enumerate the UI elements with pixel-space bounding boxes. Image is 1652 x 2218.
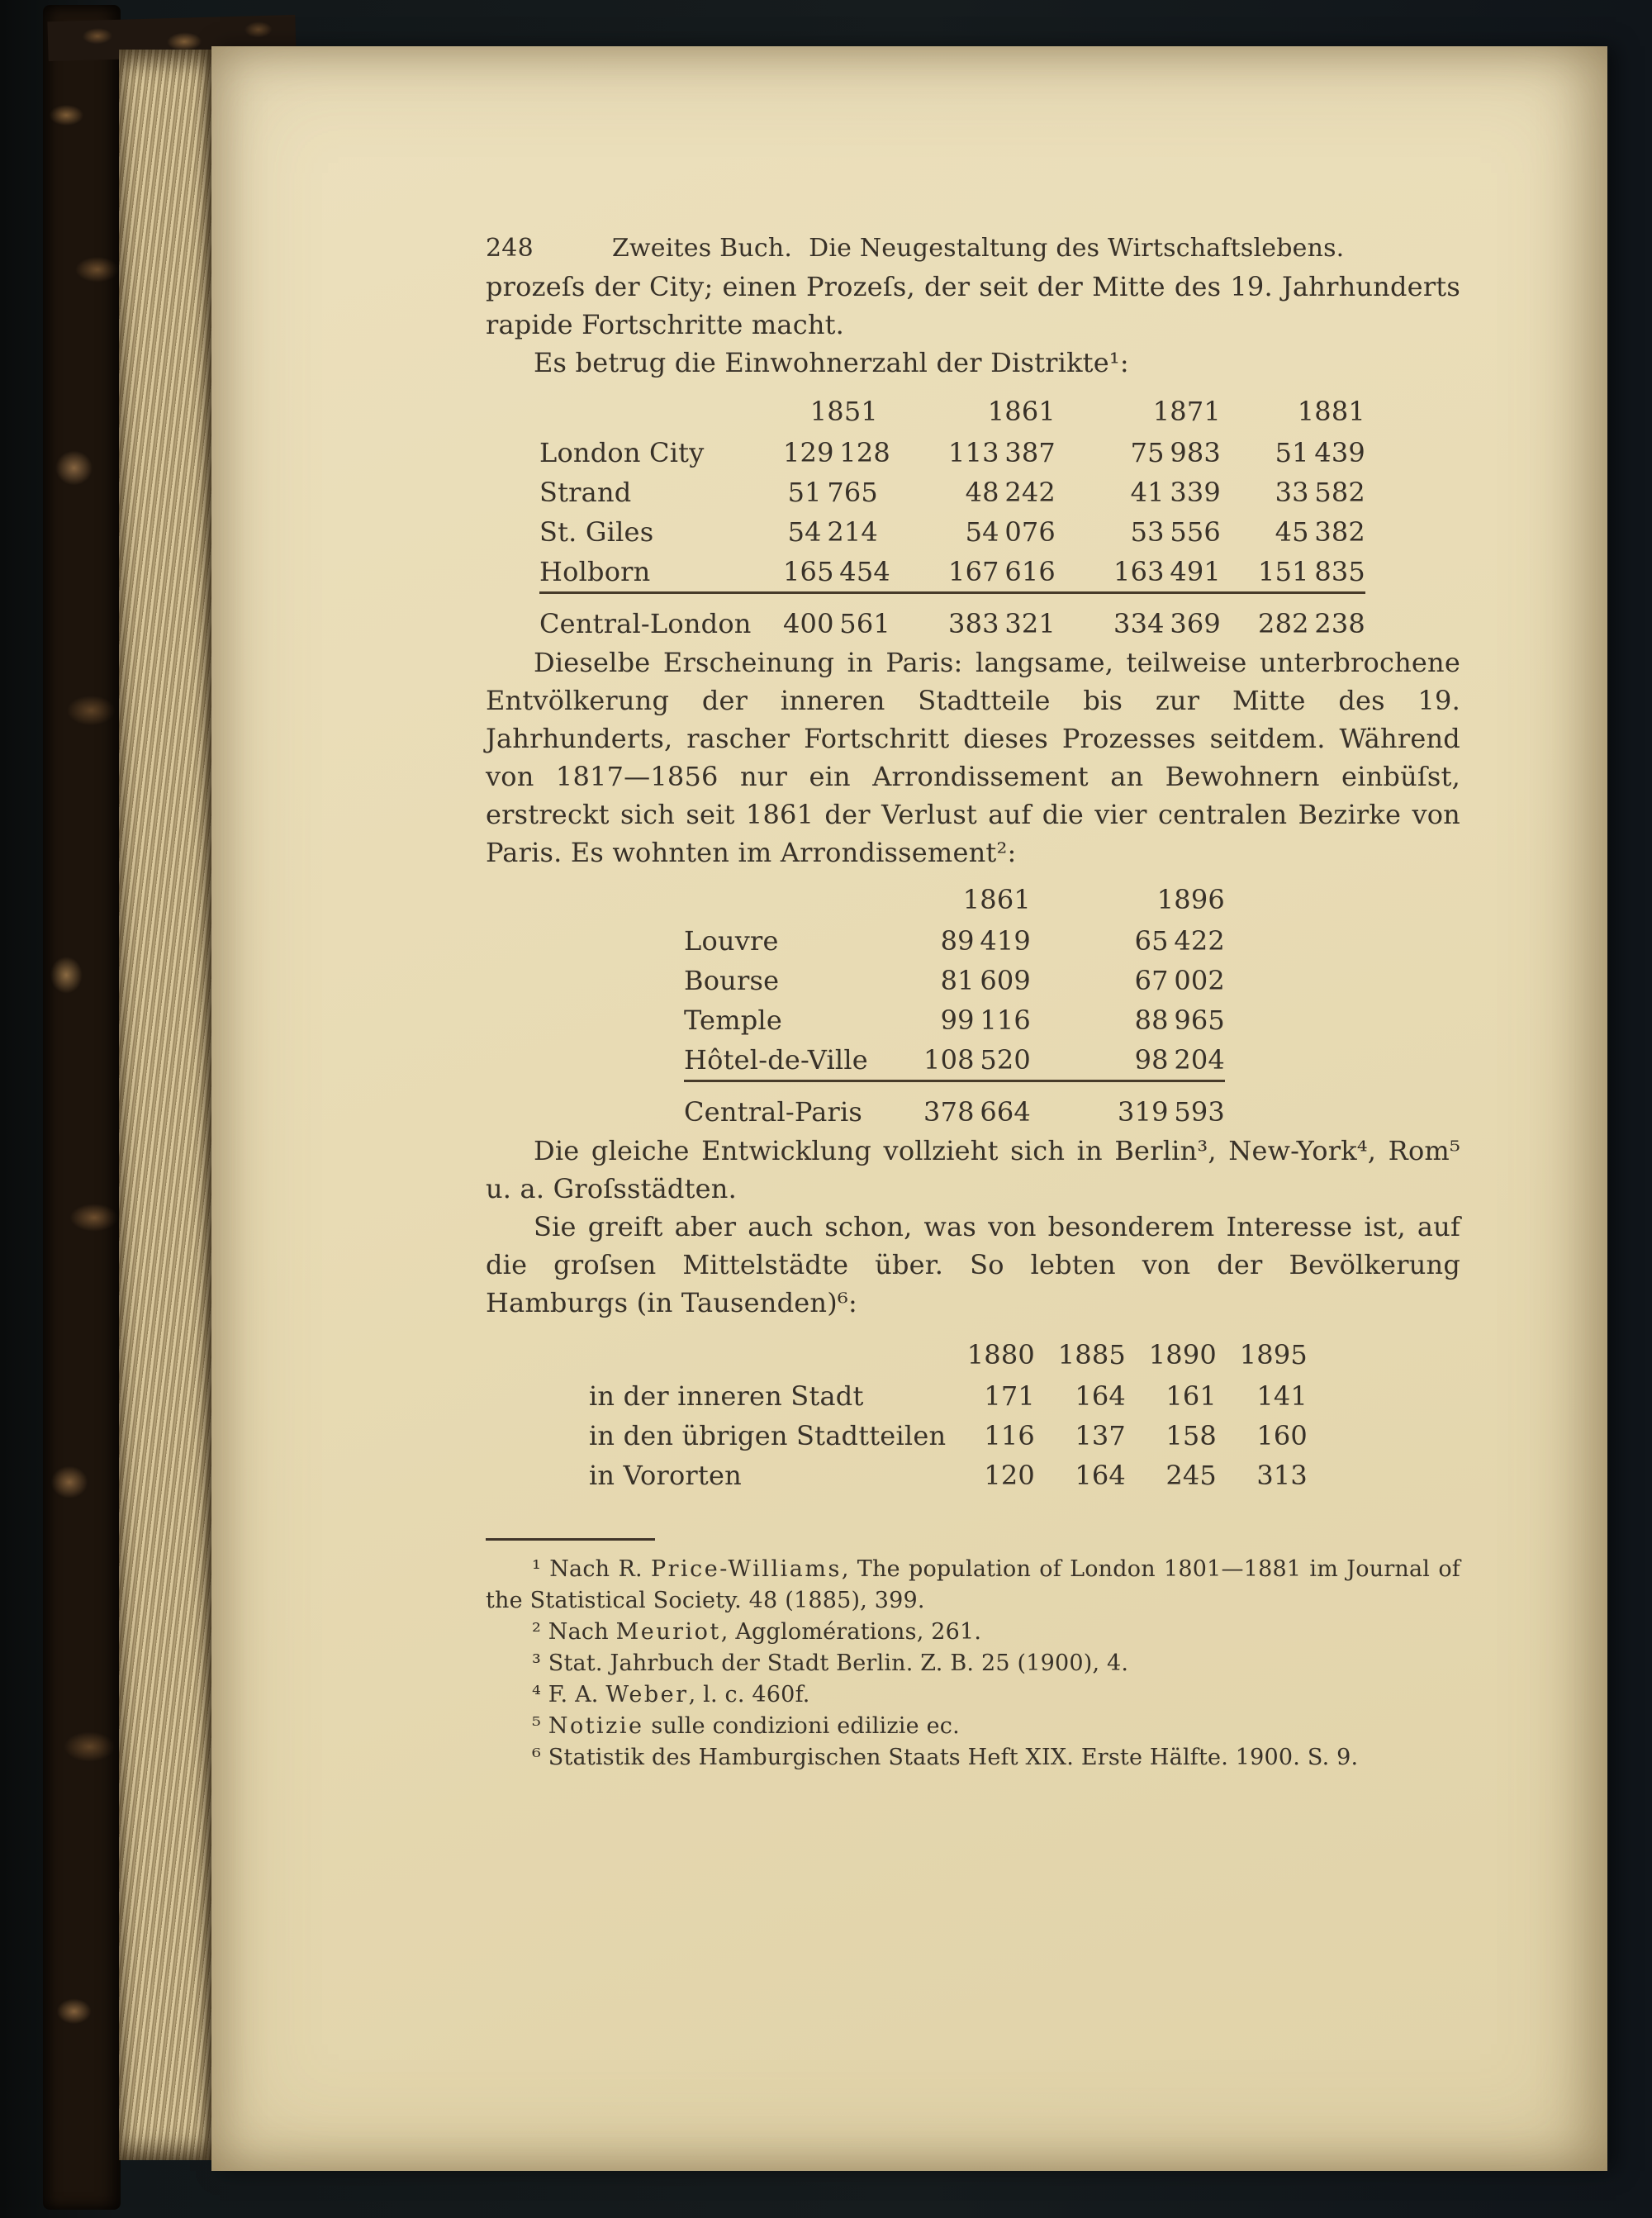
table-hamburg-population [589, 1335, 1308, 1495]
footnote-author: Meuriot [615, 1619, 721, 1645]
year-header: 1861 [962, 884, 1031, 915]
table-row [684, 921, 1225, 961]
year-header: 1890 [1148, 1339, 1217, 1370]
cell: 89 419 [940, 925, 1031, 957]
footnote-text: , The population of London 1801—1881 im Journal of the Statistical Society. 48 (1885), 399. [486, 1556, 1460, 1613]
cell: 51 765 [787, 477, 878, 508]
table-row [589, 1376, 1308, 1416]
paragraph-mittelstaedte: Sie greift aber auch schon, was von besonderem Interesse ist, auf die groſsen Mittelstädte über. So lebten von der Bevölkerung Hamburgs (in Tausenden)⁶: [486, 1211, 1460, 1318]
page-number: 248 [486, 234, 534, 263]
year-header: 1880 [966, 1339, 1035, 1370]
row-label: St. Giles [539, 516, 654, 548]
footnote-author: Weber [605, 1682, 689, 1707]
table-row [539, 433, 1365, 473]
table-row [684, 961, 1225, 1000]
footnote-text: ² Nach [532, 1619, 616, 1645]
cell: 67 002 [1134, 965, 1225, 996]
cell: 54 076 [965, 516, 1056, 548]
year-header: 1896 [1156, 884, 1225, 915]
row-label: Temple [684, 1005, 782, 1036]
paragraph-city-process: prozeſs der City; einen Prozeſs, der seit der Mitte des 19. Jahrhunderts rapide Fortschritte macht. [486, 271, 1460, 340]
cell: 48 242 [965, 477, 1056, 508]
cell: 167 616 [948, 556, 1056, 587]
footnote-text: ⁴ F. A. [532, 1682, 606, 1707]
cell: 245 [1165, 1460, 1217, 1491]
cell: 141 [1256, 1380, 1308, 1412]
cell: 41 339 [1130, 477, 1221, 508]
year-header: 1851 [809, 396, 878, 427]
paragraph-table-intro-london: Es betrug die Einwohnerzahl der Distrikte¹: [534, 347, 1129, 378]
footnote-author: Price-Williams [650, 1556, 842, 1582]
empty-cell [539, 392, 783, 433]
table-row [539, 473, 1365, 512]
row-label: in Vororten [589, 1460, 742, 1491]
footnote-6: ⁶ Statistik des Hamburgischen Staats Heft XIX. Erste Hälfte. 1900. S. 9. [532, 1745, 1359, 1770]
cell: 164 [1075, 1460, 1126, 1491]
cell: 129 128 [783, 437, 890, 468]
page-content [486, 46, 1460, 1774]
page-edge-stack [119, 50, 213, 2160]
paragraph-berlin-newyork: Die gleiche Entwicklung vollzieht sich in Berlin³, New-York⁴, Rom⁵ u. a. Groſsstädten. [486, 1135, 1460, 1204]
total-cell: 334 369 [1056, 593, 1221, 644]
table-london-districts [539, 392, 1365, 644]
year-header: 1885 [1057, 1339, 1126, 1370]
row-label: Strand [539, 477, 632, 508]
table-row [539, 512, 1365, 552]
row-label: Bourse [684, 965, 780, 996]
cell: 99 116 [940, 1005, 1031, 1036]
year-header: 1881 [1297, 396, 1365, 427]
cell: 116 [984, 1420, 1035, 1451]
table-row [589, 1456, 1308, 1495]
footnotes-section [486, 1538, 1460, 1774]
row-label: London City [539, 437, 705, 468]
table-row [589, 1416, 1308, 1456]
footnote-5 [486, 1711, 1460, 1742]
footnote-1 [486, 1554, 1460, 1617]
table-row [684, 1000, 1225, 1040]
total-cell: 383 321 [878, 593, 1056, 644]
cell: 165 454 [783, 556, 890, 587]
empty-cell [684, 880, 890, 921]
footnote-3: ³ Stat. Jahrbuch der Stadt Berlin. Z. B. 25 (1900), 4. [532, 1650, 1129, 1676]
table-year-header-row [539, 392, 1365, 433]
table-row [539, 552, 1365, 593]
cell: 98 204 [1134, 1044, 1225, 1076]
row-label: Louvre [684, 925, 779, 957]
footnote-text: , l. c. 460f. [688, 1682, 810, 1707]
footnote-text: , Agglomérations, 261. [720, 1619, 982, 1645]
cell: 113 387 [948, 437, 1056, 468]
total-label: Central-Paris [684, 1081, 890, 1133]
table-total-row [684, 1081, 1225, 1133]
cell: 158 [1165, 1420, 1217, 1451]
cell: 53 556 [1130, 516, 1221, 548]
cell: 161 [1165, 1380, 1217, 1412]
cell: 151 835 [1258, 556, 1365, 587]
cell: 108 520 [923, 1044, 1031, 1076]
empty-cell [589, 1335, 944, 1376]
footnote-text: ¹ Nach R. [532, 1556, 651, 1582]
cell: 88 965 [1134, 1005, 1225, 1036]
footnote-separator [486, 1538, 655, 1541]
table-paris-arrondissements [684, 880, 1225, 1132]
cell: 163 491 [1113, 556, 1221, 587]
table-year-header-row [589, 1335, 1308, 1376]
year-header: 1895 [1239, 1339, 1308, 1370]
total-cell: 282 238 [1221, 593, 1365, 644]
footnote-2 [486, 1617, 1460, 1648]
table-row [684, 1040, 1225, 1081]
row-label: Holborn [539, 556, 651, 587]
cell: 45 382 [1275, 516, 1365, 548]
year-header: 1871 [1152, 396, 1221, 427]
table-year-header-row [684, 880, 1225, 921]
total-cell: 319 593 [1031, 1081, 1225, 1133]
cell: 51 439 [1275, 437, 1365, 468]
footnote-text: ⁵ [532, 1713, 548, 1739]
running-head-section: Zweites Buch. [611, 234, 793, 263]
footnote-text: sulle condizioni edilizie ec. [643, 1713, 960, 1739]
paragraph-paris: Dieselbe Erscheinung in Paris: langsame, teilweise unterbrochene Entvölkerung der inneren Stadtteile bis zur Mitte des 19. Jahrhunderts, rascher Fortschritt dieses Prozesses seitdem. Während von 1817—1856 nur ein Arrondissement an Bewohnern einbüſst, erstreckt sich seit 1861 der Verlust auf die vier centralen Bezirke von Paris. Es wohnten im Arrondissement²: [486, 647, 1460, 868]
table-total-row [539, 593, 1365, 644]
cell: 313 [1256, 1460, 1308, 1491]
footnote-author: Notizie [548, 1713, 644, 1739]
row-label: Hôtel-de-Ville [684, 1044, 868, 1076]
cell: 75 983 [1130, 437, 1221, 468]
cell: 81 609 [940, 965, 1031, 996]
cell: 65 422 [1134, 925, 1225, 957]
cell: 160 [1256, 1420, 1308, 1451]
cell: 137 [1075, 1420, 1126, 1451]
cell: 54 214 [787, 516, 878, 548]
total-cell: 378 664 [890, 1081, 1031, 1133]
running-head-title: Die Neugestaltung des Wirtschaftslebens. [809, 234, 1345, 263]
row-label: in den übrigen Stadtteilen [589, 1420, 947, 1451]
book-page [211, 46, 1607, 2171]
cell: 164 [1075, 1380, 1126, 1412]
page-header [486, 230, 1460, 268]
total-label: Central-London [539, 593, 783, 644]
footnote-4 [486, 1679, 1460, 1711]
total-cell: 400 561 [783, 593, 878, 644]
year-header: 1861 [987, 396, 1056, 427]
cell: 171 [984, 1380, 1035, 1412]
book-spine [43, 5, 121, 2210]
cell: 33 582 [1275, 477, 1365, 508]
cell: 120 [984, 1460, 1035, 1491]
row-label: in der inneren Stadt [589, 1380, 864, 1412]
